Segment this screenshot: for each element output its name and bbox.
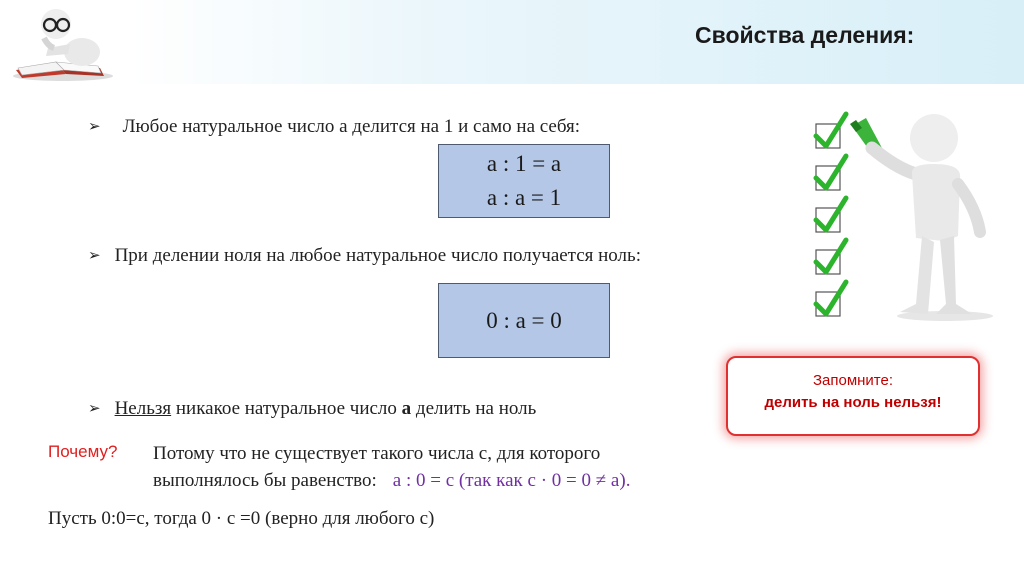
bullet-1: [88, 116, 580, 138]
why-line-2-formula: а : 0 = с (так как с · 0 = 0 ≠ а).: [392, 470, 631, 491]
formula-a-div-a: а : а = 1: [486, 185, 562, 210]
remember-title: Запомните:: [812, 372, 894, 389]
why-line-2-start: выполнялось бы равенство:: [153, 470, 377, 491]
formula-zero-div-a: 0 : а = 0: [486, 308, 562, 333]
bullet-2-text: При делении ноля на любое натуральное число получается ноль:: [114, 245, 641, 266]
checkbox-icon: [816, 240, 846, 274]
checkbox-icon: [816, 198, 846, 232]
checkbox-icon: [816, 114, 846, 148]
why-line-2: [153, 467, 630, 494]
remember-callout: [726, 356, 980, 436]
bullet-3: [88, 398, 536, 420]
bullet-3-mid: никакое натуральное число: [171, 398, 402, 419]
checkbox-icon: [816, 156, 846, 190]
checklist-figure-icon: [800, 108, 1000, 324]
arrow-bullet-icon: ➢: [88, 119, 101, 135]
remember-text: делить на ноль нельзя!: [764, 394, 942, 411]
why-explanation: [153, 440, 630, 494]
bullet-3-end: делить на ноль: [411, 398, 537, 419]
checkbox-icon: [816, 282, 846, 316]
formula-box-1: [438, 144, 610, 218]
page-title: Свойства деления:: [695, 22, 915, 48]
formula-box-2: [438, 283, 610, 358]
bullet-1-text: Любое натуральное число а делится на 1 и само на себя:: [122, 116, 581, 137]
arrow-bullet-icon: ➢: [88, 401, 101, 417]
let-statement: Пусть 0:0=с, тогда 0 · с =0 (верно для любого с): [48, 508, 435, 529]
bullet-2: [88, 245, 641, 267]
formula-a-div-1: а : 1 = а: [486, 151, 562, 176]
why-label: Почему?: [48, 442, 118, 461]
reading-figure-icon: [8, 4, 118, 82]
why-line-1: Потому что не существует такого числа с, для которого: [153, 443, 601, 464]
arrow-bullet-icon: ➢: [88, 248, 101, 264]
bullet-3-bold: а: [401, 398, 412, 419]
bullet-3-underlined: Нельзя: [114, 398, 172, 419]
